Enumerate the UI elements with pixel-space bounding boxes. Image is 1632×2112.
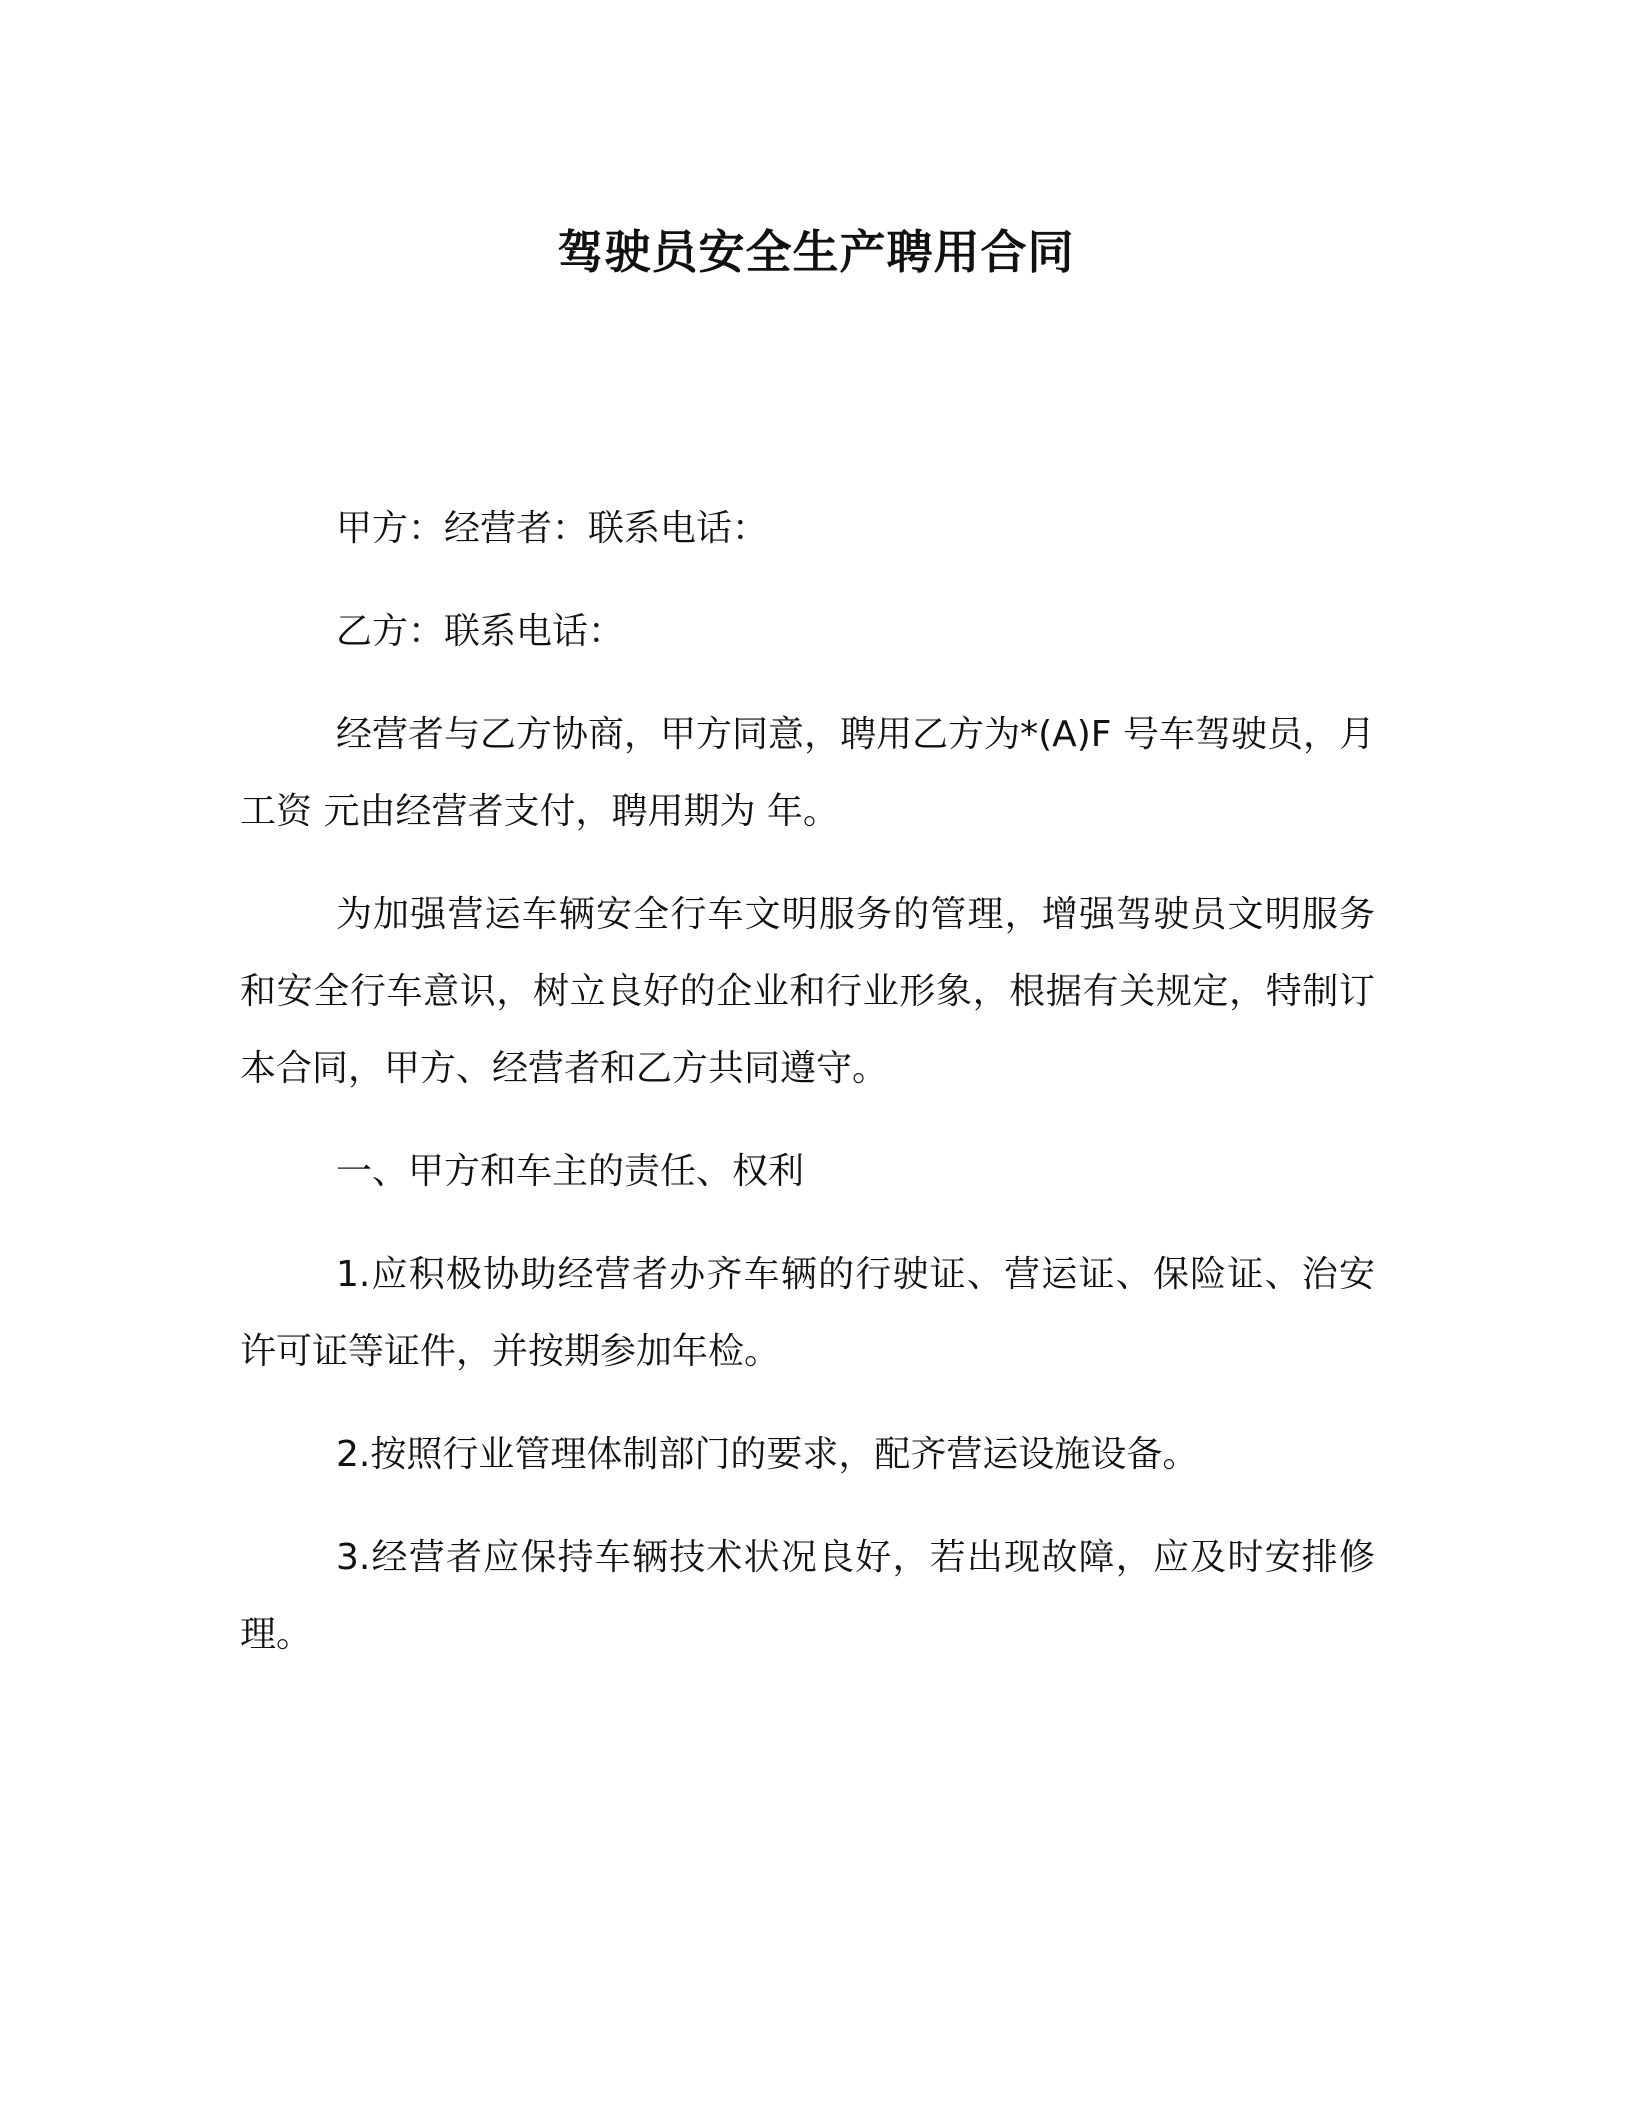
employment-terms-paragraph: 经营者与乙方协商，甲方同意，聘用乙方为*(A)F 号车驾驶员，月工资 元由经营者支付，聘用期为 年。 <box>240 714 1375 832</box>
party-a-line: 甲方：经营者：联系电话： <box>336 508 769 549</box>
purpose-paragraph: 为加强营运车辆安全行车文明服务的管理，增强驾驶员文明服务和安全行车意识，树立良好的企业和行业形象，根据有关规定，特制订本合同，甲方、经营者和乙方共同遵守。 <box>240 894 1375 1089</box>
document-body <box>240 490 1375 1699</box>
party-b-line: 乙方：联系电话： <box>336 611 625 652</box>
document-title: 驾驶员安全生产聘用合同 <box>557 225 1075 279</box>
clause-1: 1.应积极协助经营者办齐车辆的行驶证、营运证、保险证、治安许可证等证件，并按期参加年检。 <box>240 1254 1375 1372</box>
clause-2: 2.按照行业管理体制部门的要求，配齐营运设施设备。 <box>336 1434 1199 1475</box>
section-heading: 一、甲方和车主的责任、权利 <box>336 1151 805 1192</box>
clause-3: 3.经营者应保持车辆技术状况良好，若出现故障，应及时安排修理。 <box>240 1537 1375 1655</box>
